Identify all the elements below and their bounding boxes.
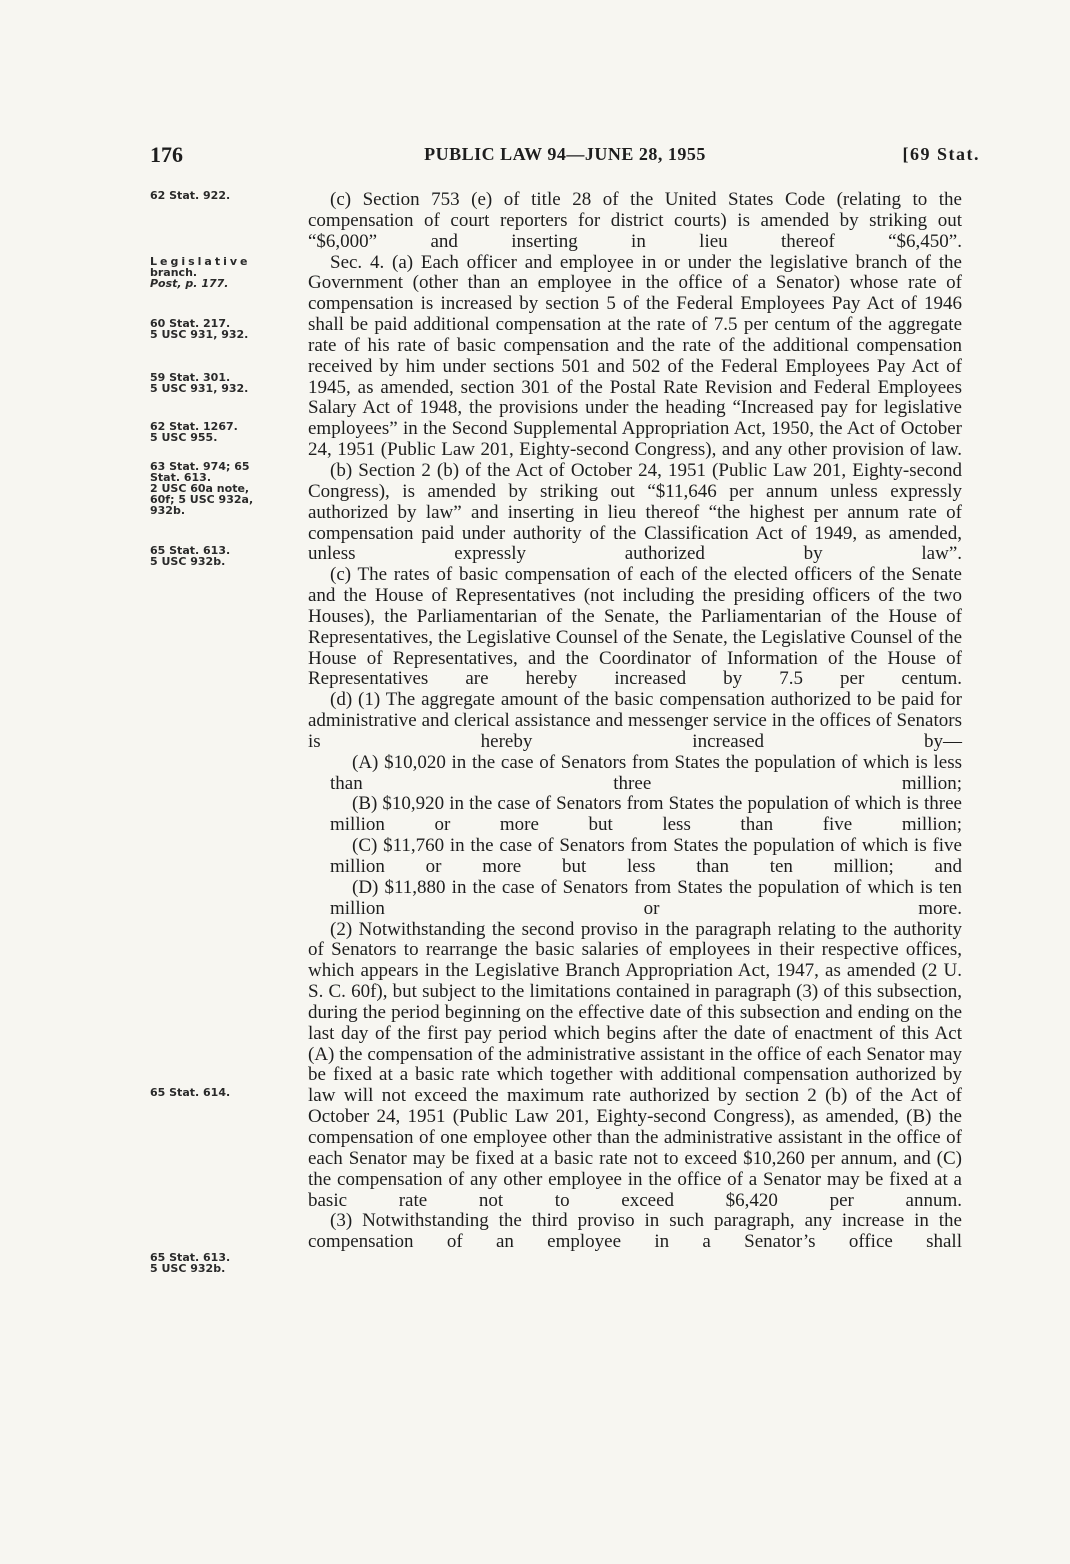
margin-note: 59 Stat. 301. 5 USC 931, 932. bbox=[150, 371, 249, 395]
statute-body bbox=[308, 190, 962, 1253]
paragraph-section-3c: (c) Section 753 (e) of title 28 of the United States Code (relating to the compensation of court reporters for district courts) is amended by striking out “$6,000” and inserting in lieu thereof “$6,450”. bbox=[308, 189, 962, 252]
margin-note: 65 Stat. 613. 5 USC 932b. bbox=[150, 544, 231, 568]
paragraph-section-4b: (b) Section 2 (b) of the Act of October 24, 1951 (Public Law 201, Eighty-second Congress), is amended by striking out “$11,646 per annum unless expressly authorized by law” and inserting in lieu thereof “the highest per annum rate of compensation paid under authority of the Classification Act of 1949, as amended, unless expressly authorized by law”. bbox=[308, 459, 962, 565]
clause-d: (D) $11,880 in the case of Senators from States the population of which is ten million or more. bbox=[330, 876, 962, 919]
paragraph-section-4d3: (3) Notwithstanding the third proviso in such paragraph, any increase in the compensation of an employee in a Senator’s office shall bbox=[308, 1210, 962, 1253]
margin-note: 62 Stat. 1267. 5 USC 955. bbox=[150, 420, 238, 444]
margin-note: 63 Stat. 974; 65 Stat. 613. 2 USC 60a note, 60f; 5 USC 932a, 932b. bbox=[150, 460, 254, 517]
margin-note: 62 Stat. 922. bbox=[150, 189, 231, 202]
clause-c: (C) $11,760 in the case of Senators from States the population of which is five million or more but less than ten million; and bbox=[330, 835, 962, 877]
margin-note: 60 Stat. 217. 5 USC 931, 932. bbox=[150, 317, 249, 341]
margin-note: 65 Stat. 613. 5 USC 932b. bbox=[150, 1251, 231, 1275]
page-number: 176 bbox=[150, 142, 183, 167]
volume-reference: [69 Stat. bbox=[902, 144, 980, 164]
margin-note: Legislative branch. Post, p. 177. bbox=[150, 255, 251, 290]
margin-note: 65 Stat. 614. bbox=[150, 1086, 231, 1099]
clause-b: (B) $10,920 in the case of Senators from States the population of which is three million or more but less than five million; bbox=[330, 793, 962, 836]
page-header bbox=[150, 142, 980, 172]
clause-a: (A) $10,020 in the case of Senators from States the population of which is less than three million; bbox=[330, 751, 962, 794]
paragraph-section-4a: Sec. 4. (a) Each officer and employee in or under the legislative branch of the Government (other than an employee in the office of a Senator) whose rate of compensation is increased by section 5 of the Federal Employees Pay Act of 1946 shall be paid additional compensation at the rate of 7.5 per centum of the aggregate rate of his rate of basic compensation and the rate of the additional compensation received by him under sections 501 and 502 of the Federal Employees Pay Act of 1945, as amended, section 301 of the Postal Rate Revision and Federal Employees Salary Act of 1948, the provisions under the heading “Increased pay for legislative employees” in the Second Supplemental Appropriation Act, 1950, the Act of October 24, 1951 (Public Law 201, Eighty-second Congress), and any other provision of law. bbox=[308, 251, 962, 461]
paragraph-section-4d2: (2) Notwithstanding the second proviso in the paragraph relating to the authority of Senators to rearrange the basic salaries of employees in their respective offices, which appears in the Legislative Branch Appropriation Act, 1947, as amended (2 U. S. C. 60f), but subject to the limitations contained in paragraph (3) of this subsection, during the period beginning on the effective date of this subsection and ending on the last day of the first pay period which begins after the date of enactment of this Act (A) the compensation of the administrative assistant in the office of each Senator may be fixed at a basic rate which together with additional compensation authorized by law will not exceed the maximum rate authorized by section 2 (b) of the Act of October 24, 1951 (Public Law 201, Eighty-second Congress), as amended, (B) the compensation of one employee other than the administrative assistant in the office of each Senator may be fixed at a basic rate not to exceed $10,260 per annum, and (C) the compensation of any other employee in the office of a Senator may be fixed at a basic rate not to exceed $6,420 per annum. bbox=[308, 918, 962, 1211]
running-title: PUBLIC LAW 94—JUNE 28, 1955 bbox=[424, 144, 706, 164]
paragraph-section-4c: (c) The rates of basic compensation of each of the elected officers of the Senate and the House of Representatives (not including the presiding officers of the two Houses), the Parliamentarian of the Senate, the Parliamentarian of the House of Representatives, the Legislative Counsel of the Senate, the Legislative Counsel of the House of Representatives, and the Coordinator of Information of the House of Representatives are hereby increased by 7.5 per centum. bbox=[308, 564, 962, 690]
paragraph-section-4d1: (d) (1) The aggregate amount of the basic compensation authorized to be paid for administrative and clerical assistance and messenger service in the offices of Senators is hereby increased by— bbox=[308, 689, 962, 752]
